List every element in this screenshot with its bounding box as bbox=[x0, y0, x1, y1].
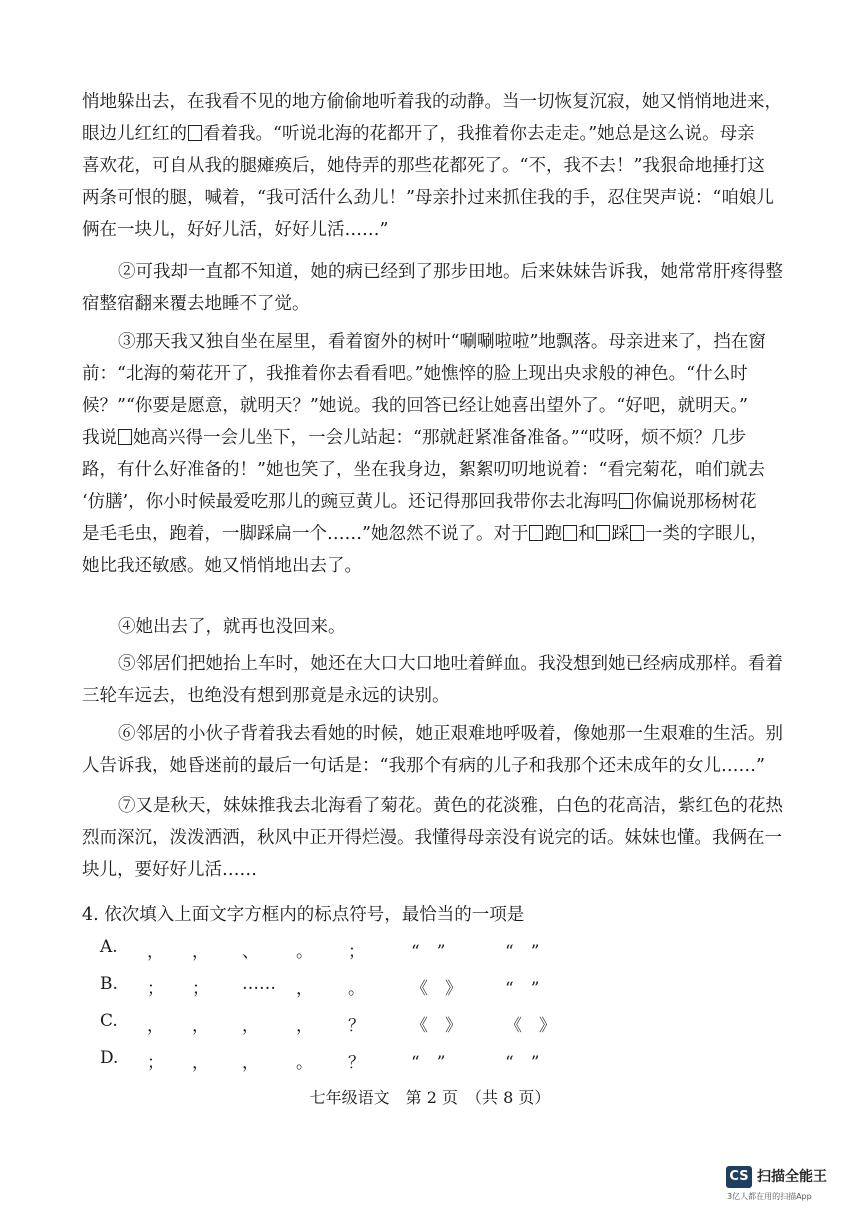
option-mark: ， bbox=[147, 942, 164, 962]
option-mark: 《 》 bbox=[411, 979, 462, 999]
text-line bbox=[82, 454, 782, 486]
paragraph-p2 bbox=[82, 256, 782, 320]
option-mark: 。 bbox=[296, 942, 313, 962]
option-row bbox=[100, 974, 620, 1011]
question-4: 4. 依次填入上面文字方框内的标点符号，最恰当的一项是 bbox=[82, 905, 525, 925]
text-line bbox=[82, 150, 782, 182]
option-mark: 《 》 bbox=[505, 1016, 556, 1036]
text-line bbox=[82, 680, 782, 712]
option-mark: ， bbox=[192, 942, 209, 962]
text-line bbox=[82, 326, 782, 358]
text-line bbox=[82, 214, 782, 246]
option-letter: B. bbox=[100, 974, 118, 994]
text-line bbox=[82, 86, 782, 118]
text-segment: 宿整宿翻来覆去地睡不了觉。 bbox=[82, 294, 310, 314]
text-segment: ④她出去了，就再也没回来。 bbox=[118, 617, 346, 637]
text-segment: 两条可恨的腿，喊着，“我可活什么劲儿！”母亲扑过来抓住我的手，忍住哭声说：“咱娘儿 bbox=[82, 188, 774, 208]
option-mark: 。 bbox=[348, 979, 365, 999]
text-segment: ‘仿膳’，你小时候最爱吃那儿的豌豆黄儿。还记得那回我带你去北海吗 bbox=[82, 492, 619, 512]
text-line bbox=[82, 118, 782, 150]
text-segment: 人告诉我，她昏迷前的最后一句话是：“我那个有病的儿子和我那个还未成年的女儿……” bbox=[82, 756, 765, 776]
option-letter: D. bbox=[100, 1048, 119, 1068]
text-segment: 块儿，要好好儿活…… bbox=[82, 860, 257, 880]
text-segment: ⑦又是秋天，妹妹推我去北海看了菊花。黄色的花淡雅，白色的花高洁，紫红色的花热 bbox=[118, 796, 783, 816]
text-segment: ⑥邻居的小伙子背着我去看她的时候，她正艰难地呼吸着，像她那一生艰难的生活。别 bbox=[118, 724, 783, 744]
text-segment: 眼边儿红红的 bbox=[82, 124, 187, 144]
text-line bbox=[82, 822, 782, 854]
option-row bbox=[100, 1011, 620, 1048]
text-segment: 一类的字眼儿， bbox=[644, 524, 768, 544]
text-line bbox=[82, 390, 782, 422]
option-mark: “ ” bbox=[411, 942, 446, 962]
text-segment: 是毛毛虫，跑着，一脚踩扁一个……”她忽然不说了。对于 bbox=[82, 524, 529, 544]
blank-box bbox=[596, 525, 610, 541]
text-segment: ⑤邻居们把她抬上车时，她还在大口大口地吐着鲜血。我没想到她已经病成那样。看着 bbox=[118, 654, 783, 674]
text-line bbox=[82, 648, 782, 680]
option-mark: ， bbox=[296, 979, 313, 999]
option-row bbox=[100, 937, 620, 974]
paragraph-p0 bbox=[82, 86, 782, 246]
paragraph-p6 bbox=[82, 718, 782, 782]
option-letter: A. bbox=[100, 937, 118, 957]
scanner-watermark bbox=[726, 1166, 846, 1206]
text-segment: 三轮车远去，也绝没有想到那竟是永远的诀别。 bbox=[82, 686, 450, 706]
blank-box bbox=[188, 125, 202, 141]
option-mark: “ ” bbox=[505, 1053, 540, 1073]
blank-box bbox=[118, 429, 132, 445]
option-mark: “ ” bbox=[411, 1053, 446, 1073]
text-segment: 候？”“你要是愿意，就明天？”她说。我的回答已经让她喜出望外了。“好吧，就明天。” bbox=[82, 396, 748, 416]
text-segment: 我说 bbox=[82, 428, 117, 448]
text-segment: 俩在一块儿，好好儿活，好好儿活……” bbox=[82, 220, 389, 240]
option-mark: ？ bbox=[348, 1053, 365, 1073]
camscanner-logo: CS bbox=[726, 1166, 752, 1188]
option-mark: ； bbox=[147, 979, 164, 999]
text-segment: ②可我却一直都不知道，她的病已经到了那步田地。后来妹妹告诉我，她常常肝疼得整 bbox=[118, 262, 783, 282]
text-segment: 和 bbox=[577, 524, 596, 544]
text-line bbox=[82, 611, 782, 643]
text-segment: 她比我还敏感。她又悄悄地出去了。 bbox=[82, 556, 362, 576]
text-line bbox=[82, 486, 782, 518]
option-mark: ； bbox=[147, 1053, 164, 1073]
option-letter: C. bbox=[100, 1011, 118, 1031]
option-mark: 《 》 bbox=[411, 1016, 462, 1036]
paragraph-p4 bbox=[82, 611, 782, 643]
text-segment: 跑 bbox=[544, 524, 562, 544]
text-line bbox=[82, 550, 782, 582]
text-segment: 看着我。“听说北海的花都开了，我推着你去走走。”她总是这么说。母亲 bbox=[203, 124, 755, 144]
option-mark: 、 bbox=[242, 942, 259, 962]
blank-box bbox=[630, 525, 644, 541]
option-mark: ， bbox=[192, 1053, 209, 1073]
option-mark: “ ” bbox=[505, 942, 540, 962]
text-segment: 悄地躲出去，在我看不见的地方偷偷地听着我的动静。当一切恢复沉寂，她又悄悄地进来， bbox=[82, 92, 782, 112]
option-mark: “ ” bbox=[505, 979, 540, 999]
text-segment: 你偏说那杨树花 bbox=[634, 492, 757, 512]
option-mark: ， bbox=[147, 1016, 164, 1036]
option-mark: ， bbox=[296, 1016, 313, 1036]
paragraph-p5 bbox=[82, 648, 782, 712]
option-mark: ， bbox=[192, 1016, 209, 1036]
option-row bbox=[100, 1048, 620, 1085]
text-segment: 喜欢花，可自从我的腿瘫痪后，她侍弄的那些花都死了。“不，我不去！”我狠命地捶打这 bbox=[82, 156, 765, 176]
text-line bbox=[82, 182, 782, 214]
text-segment: 踩 bbox=[611, 524, 629, 544]
text-segment: 前：“北海的菊花开了，我推着你去看看吧。”她憔悴的脸上现出央求般的神色。“什么时 bbox=[82, 364, 748, 384]
blank-box bbox=[619, 493, 633, 509]
option-mark: ， bbox=[242, 1053, 259, 1073]
text-line bbox=[82, 288, 782, 320]
text-segment: ③那天我又独自坐在屋里，看着窗外的树叶“唰唰啦啦”地飘落。母亲进来了，挡在窗 bbox=[118, 332, 766, 352]
text-line bbox=[82, 718, 782, 750]
watermark-app-name: 扫描全能王 bbox=[757, 1169, 827, 1185]
text-line bbox=[82, 358, 782, 390]
text-line bbox=[82, 518, 782, 550]
paragraph-p3 bbox=[82, 326, 782, 582]
text-line bbox=[82, 854, 782, 886]
blank-box bbox=[529, 525, 543, 541]
blank-box bbox=[563, 525, 577, 541]
option-mark: 。 bbox=[296, 1053, 313, 1073]
text-segment: 她高兴得一会儿坐下，一会儿站起：“那就赶紧准备准备。”“哎呀，烦不烦？几步 bbox=[133, 428, 747, 448]
text-line bbox=[82, 422, 782, 454]
text-line bbox=[82, 750, 782, 782]
watermark-tagline: 3亿人都在用的扫描App bbox=[727, 1192, 812, 1201]
option-mark: ； bbox=[192, 979, 209, 999]
text-segment: 路，有什么好准备的！”她也笑了，坐在我身边，絮絮叨叨地说着：“看完菊花，咱们就去 bbox=[82, 460, 765, 480]
option-mark: ？ bbox=[348, 1016, 365, 1036]
text-line bbox=[82, 790, 782, 822]
paragraph-p7 bbox=[82, 790, 782, 886]
option-mark: ； bbox=[348, 942, 365, 962]
option-mark: …… bbox=[242, 974, 276, 994]
answer-options bbox=[100, 937, 620, 1085]
option-mark: ， bbox=[242, 1016, 259, 1036]
text-line bbox=[82, 256, 782, 288]
text-segment: 烈而深沉，泼泼洒洒，秋风中正开得烂漫。我懂得母亲没有说完的话。妹妹也懂。我俩在一 bbox=[82, 828, 782, 848]
page-footer: 七年级语文 第 2 页 （共 8 页） bbox=[309, 1088, 551, 1107]
